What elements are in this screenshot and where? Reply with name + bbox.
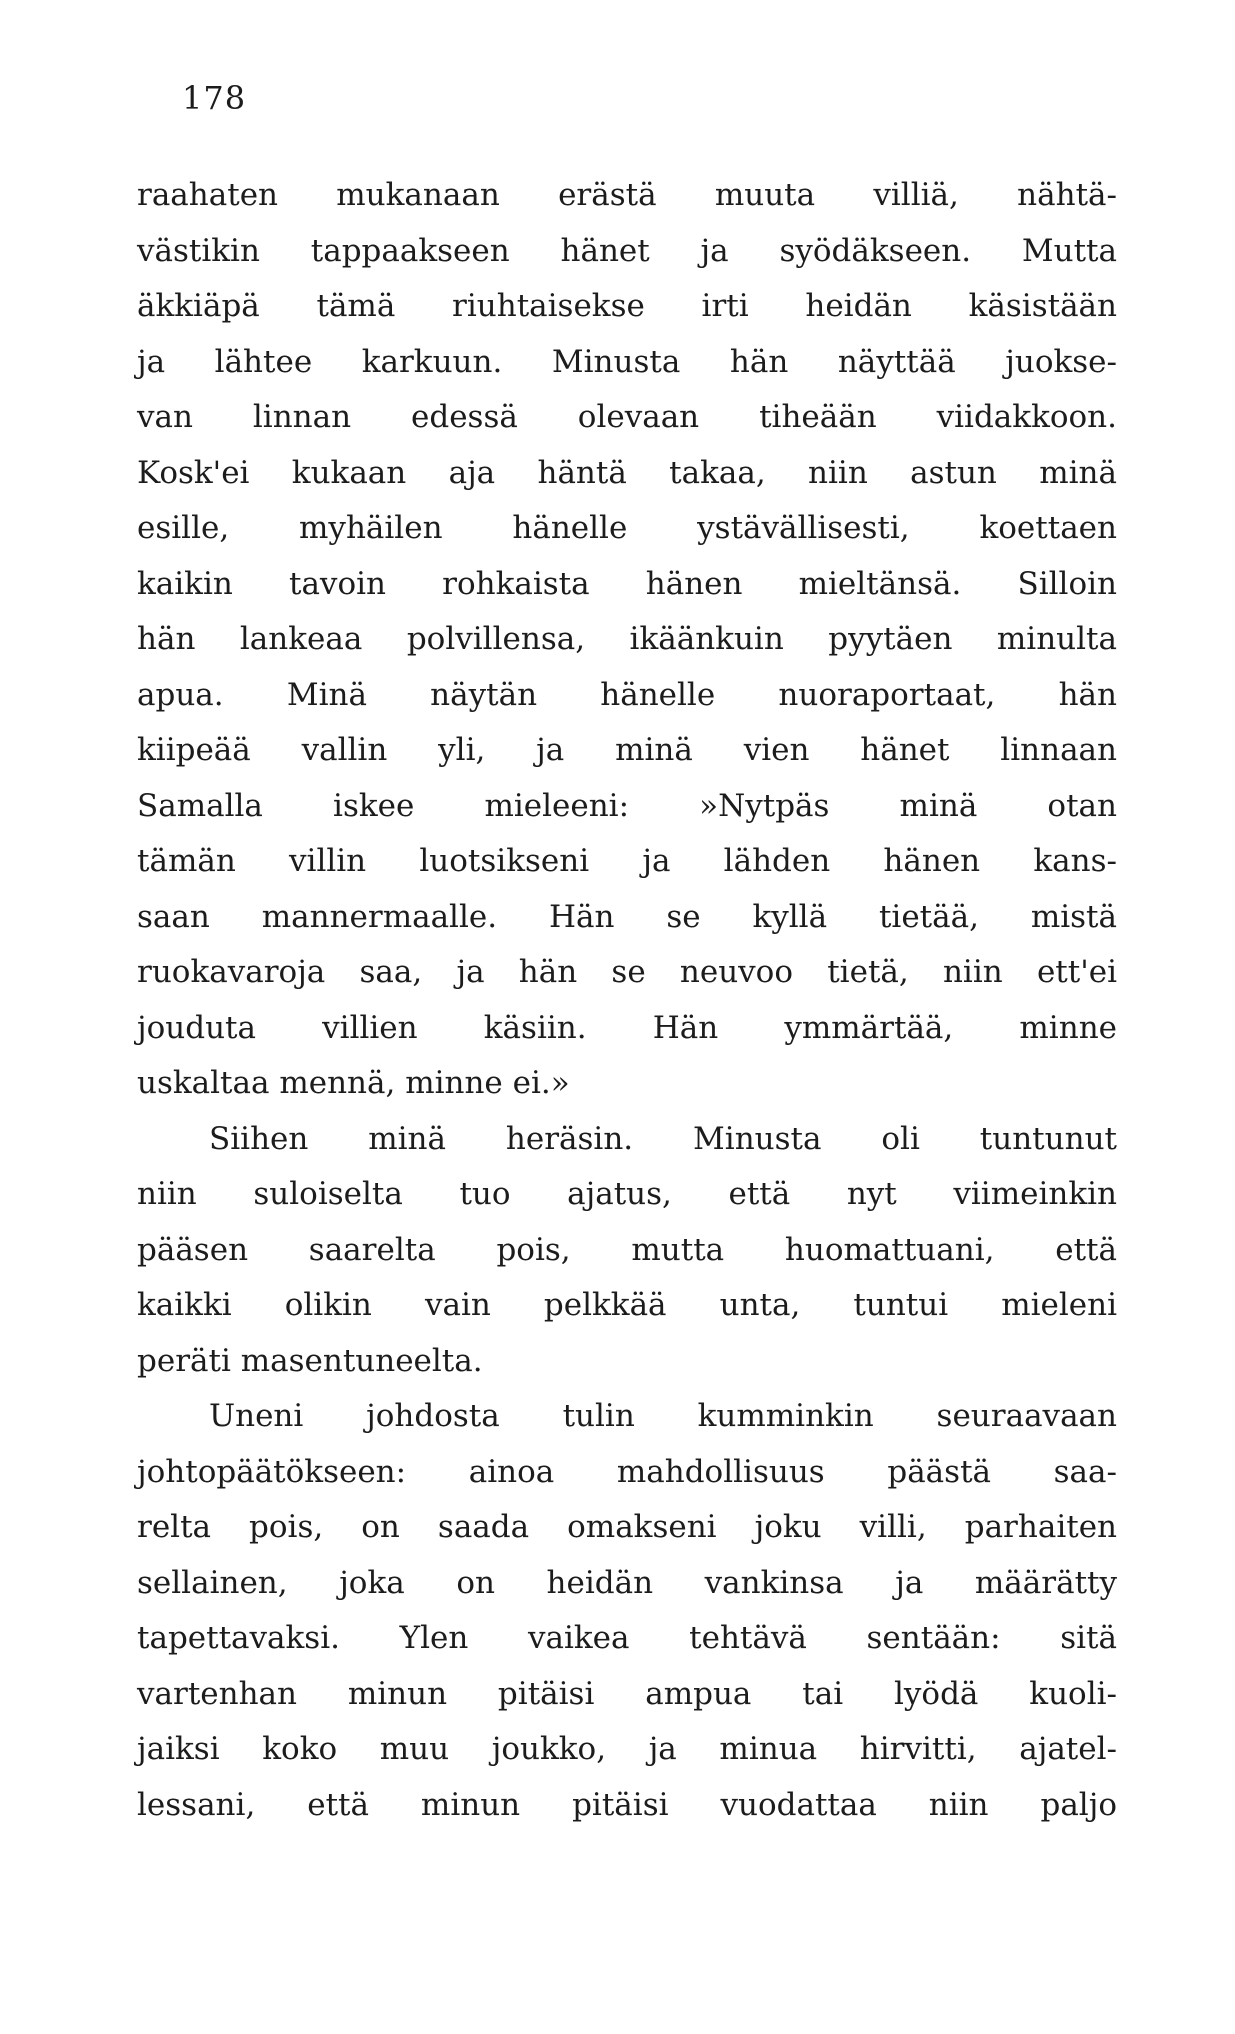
text-line: ruokavaroja saa, ja hän se neuvoo tietä, niin ett'ei xyxy=(137,954,1117,990)
text-line: tämän villin luotsikseni ja lähden hänen kans- xyxy=(137,843,1117,879)
text-line: esille, myhäilen hänelle ystävällisesti, koettaen xyxy=(137,510,1117,546)
paragraph-end-line: uskaltaa mennä, minne ei.» xyxy=(137,1065,570,1101)
text-line: sellainen, joka on heidän vankinsa ja määrätty xyxy=(137,1564,1117,1601)
text-line: kaikki olikin vain pelkkää unta, tuntui mieleni xyxy=(137,1287,1117,1323)
text-line: lessani, että minun pitäisi vuodattaa niin paljo xyxy=(137,1786,1117,1823)
text-line: Samalla iskee mieleeni: »Nytpäs minä otan xyxy=(137,787,1117,824)
text-line: pääsen saarelta pois, mutta huomattuani, että xyxy=(137,1231,1117,1268)
text-line: jaiksi koko muu joukko, ja minua hirvitti, ajatel- xyxy=(137,1731,1117,1767)
text-line: raahaten mukanaan erästä muuta villiä, nähtä- xyxy=(137,177,1117,213)
text-line: äkkiäpä tämä riuhtaisekse irti heidän käsistään xyxy=(137,288,1117,324)
text-line: tapettavaksi. Ylen vaikea tehtävä sentään: sitä xyxy=(137,1620,1117,1656)
paragraph-start-line: Siihen minä heräsin. Minusta oli tuntunut xyxy=(209,1120,1117,1157)
paragraph-start-line: Uneni johdosta tulin kumminkin seuraavaan xyxy=(209,1398,1117,1434)
page-number: 178 xyxy=(182,79,247,117)
text-line: jouduta villien käsiin. Hän ymmärtää, minne xyxy=(137,1009,1117,1046)
text-line: hän lankeaa polvillensa, ikäänkuin pyytäen minulta xyxy=(137,621,1117,657)
text-line: apua. Minä näytän hänelle nuoraportaat, hän xyxy=(137,676,1117,713)
text-line: van linnan edessä olevaan tiheään viidakkoon. xyxy=(137,399,1117,435)
paragraph-end-line: peräti masentuneelta. xyxy=(137,1342,483,1379)
body-text xyxy=(137,168,1117,1833)
text-line: Kosk'ei kukaan aja häntä takaa, niin astun minä xyxy=(137,454,1117,491)
text-line: vartenhan minun pitäisi ampua tai lyödä kuoli- xyxy=(137,1675,1117,1712)
text-line: saan mannermaalle. Hän se kyllä tietää, mistä xyxy=(137,898,1117,935)
text-line: västikin tappaakseen hänet ja syödäkseen. Mutta xyxy=(137,232,1117,269)
text-line: niin suloiselta tuo ajatus, että nyt viimeinkin xyxy=(137,1176,1117,1212)
text-line: ja lähtee karkuun. Minusta hän näyttää juokse- xyxy=(137,343,1117,380)
text-line: relta pois, on saada omakseni joku villi, parhaiten xyxy=(137,1509,1117,1545)
text-line: kiipeää vallin yli, ja minä vien hänet linnaan xyxy=(137,732,1117,768)
text-line: kaikin tavoin rohkaista hänen mieltänsä. Silloin xyxy=(137,565,1117,602)
text-line: johtopäätökseen: ainoa mahdollisuus päästä saa- xyxy=(137,1453,1117,1490)
